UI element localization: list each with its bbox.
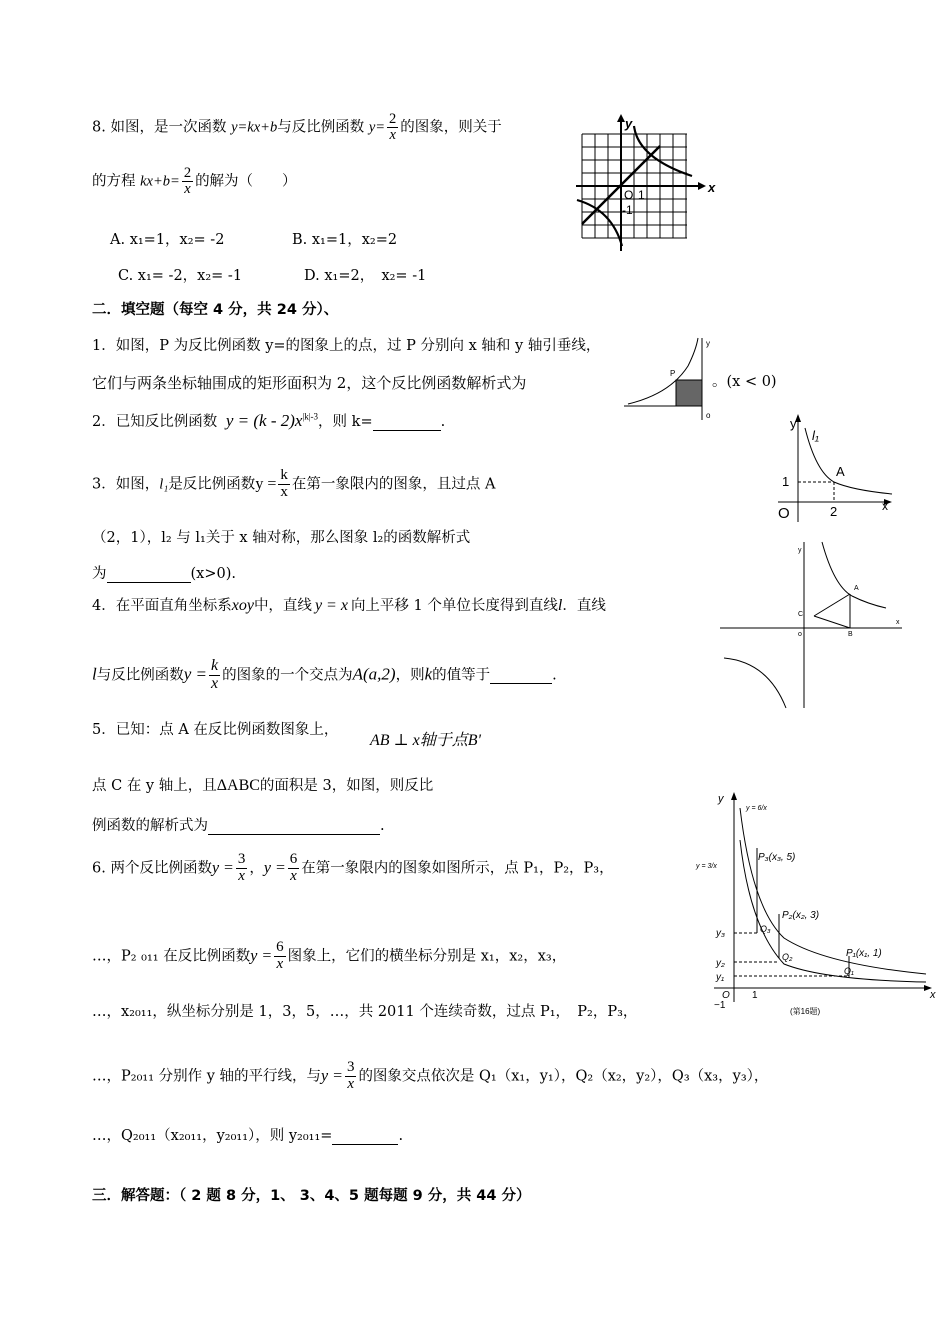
f6-fig-q1: Q₁ <box>844 966 854 976</box>
q8-linear-eq: y=kx+b <box>231 119 278 136</box>
f4-e: 与反比例函数 <box>96 667 184 684</box>
q8-figure <box>572 106 722 256</box>
f1-figure <box>622 336 714 426</box>
frac-num: 6 <box>276 939 284 955</box>
f5-end: . <box>380 818 385 834</box>
f3-line1 <box>92 468 495 501</box>
frac-num: 3 <box>237 851 246 867</box>
frac-num: 6 <box>289 851 298 867</box>
q8-equation: kx+b= <box>140 173 180 190</box>
q8-fraction-2 <box>182 166 193 197</box>
f6-fig-m1: −1 <box>714 1000 726 1011</box>
f2-answer-blank[interactable] <box>373 414 441 431</box>
frac-num: 2 <box>183 165 192 181</box>
f4-f: 的图象的一个交点为 <box>222 667 353 684</box>
f3-l1: l₁ <box>159 476 169 493</box>
f6-line5 <box>92 1124 403 1145</box>
f3-fraction <box>278 468 290 501</box>
f6-fig-y1: y₁ <box>716 972 725 983</box>
f6-c: …，P₂ ₀₁₁ 在反比例函数 <box>92 948 251 965</box>
f4-g: ，则 <box>395 667 425 684</box>
f5-b: 的面积是 3，如图，则反比 <box>259 778 434 794</box>
section2-title: 二．填空题（每空 4 分，共 24 分）、 <box>92 302 339 318</box>
f5-fig-x: x <box>896 619 900 626</box>
f6-fig-caption: (第16题) <box>790 1007 821 1016</box>
f6-fraction-1 <box>236 852 248 885</box>
f6-fig-y2: y₂ <box>716 958 725 969</box>
q8-fig-o: O <box>624 188 634 202</box>
q8-fig-x: x <box>708 180 716 195</box>
f6-end: . <box>398 1128 404 1144</box>
f6-fig-p1: P₁(x₁, 1) <box>846 948 882 959</box>
f6-fig-p2: P₂(x₂, 3) <box>782 910 820 921</box>
f3-fig-x: x <box>882 499 888 513</box>
f2-line <box>92 410 445 431</box>
f1-fig-y: y <box>706 339 710 348</box>
f6-fig-eq6: y = 6/x <box>746 805 767 812</box>
q8-option-c: C. x₁= -2，x₂= -1 <box>118 268 243 284</box>
q8-option-d: D. x₁=2， x₂= -1 <box>304 268 427 284</box>
f5-figure <box>718 538 904 712</box>
f3-answer-blank[interactable] <box>107 566 191 583</box>
f4-d: ．直线 <box>562 598 606 614</box>
f6-fig-q2: Q₂ <box>782 952 793 962</box>
frac-den: x <box>184 181 191 198</box>
f1-tail: 。(x < 0) <box>712 374 777 390</box>
f6-b: 在第一象限内的图象如图所示，点 P₁，P₂，P₃， <box>301 860 614 877</box>
f1-fig-o: o <box>706 411 711 420</box>
f3-fig-l1: l₁ <box>812 428 819 443</box>
f6-line3: …，x₂₀₁₁，纵坐标分别是 1，3，5，…，共 2011 个连续奇数，过点 P₁， P₂，P₃， <box>92 1004 638 1020</box>
f2-pre: 2．已知反比例函数 <box>92 414 218 430</box>
f4-b: 中，直线 <box>253 598 312 614</box>
f5-a: 点 C 在 y 轴上，且 <box>92 778 217 794</box>
f5-answer-blank[interactable] <box>208 818 380 835</box>
f3-figure <box>768 410 898 530</box>
f6-fig-q3: Q₃ <box>760 924 771 934</box>
f2-eq-text: y = (k - 2)x <box>225 411 303 430</box>
f4-y: y = <box>183 664 208 684</box>
f3-line3-pre: 为 <box>92 566 107 582</box>
f1-line2: 它们与两条坐标轴围成的矩形面积为 2，这个反比例函数解析式为 <box>92 374 527 392</box>
f5-tri: ΔABC <box>216 777 260 794</box>
f5-c: 例函数的解析式为 <box>92 818 208 834</box>
q8-option-b: B. x₁=1，x₂=2 <box>292 232 398 248</box>
f4-k: k <box>424 664 433 684</box>
frac-den: x <box>280 483 288 500</box>
f6-fraction-3 <box>274 940 286 973</box>
f4-eq: y = x <box>314 597 348 614</box>
f5-line3 <box>92 814 385 835</box>
q8-option-a: A. x₁=1，x₂= -2 <box>110 232 225 248</box>
f4-end: . <box>552 667 557 684</box>
f6-e: …，P₂₀₁₁ 分别作 y 轴的平行线，与 <box>92 1068 322 1085</box>
f5-fig-c: C <box>798 611 804 618</box>
f6-y4: y = <box>321 1067 343 1085</box>
frac-num: k <box>280 467 288 483</box>
f6-fig-1: 1 <box>752 990 758 1001</box>
f6-fig-y3: y₃ <box>716 928 725 939</box>
f6-y2: y = <box>263 859 286 877</box>
frac-den: x <box>238 867 245 884</box>
q8-line1 <box>92 112 502 143</box>
f3-fig-a: A <box>836 464 845 479</box>
f6-figure <box>694 788 942 1020</box>
f3-line3 <box>92 562 236 583</box>
f3-line2: （2，1），l₂ 与 l₁关于 x 轴对称，那么图象 l₂的函数解析式 <box>92 530 471 546</box>
f4-answer-blank[interactable] <box>490 667 552 684</box>
f4-h: 的值等于 <box>432 667 491 684</box>
f4-l2: l <box>92 664 97 684</box>
f2-exp: |k|-3 <box>302 411 319 422</box>
q8-y-eq: y= <box>368 119 386 136</box>
f6-fig-p3: P₃(x₃, 5) <box>758 852 796 863</box>
frac-num: 3 <box>346 1059 355 1075</box>
q8-fig-m1: -1 <box>622 203 633 217</box>
f3-fig-2: 2 <box>830 504 838 519</box>
f5-condition: AB ⊥ x轴于点B' <box>370 732 481 749</box>
q8-text-b: 与反比例函数 <box>277 119 369 136</box>
f4-c: 向上平移 1 个单位长度得到直线 <box>350 598 558 614</box>
f4-l: l <box>557 597 563 614</box>
f3-mid: 是反比例函数 <box>168 476 256 493</box>
q8-text-e: 的方程 <box>92 173 141 190</box>
f6-f: 的图象交点依次是 Q₁（x₁，y₁），Q₂（x₂，y₂），Q₃（x₃，y₃）， <box>358 1068 769 1085</box>
f5-fig-b: B <box>848 631 853 638</box>
f6-g: …，Q₂₀₁₁（x₂₀₁₁，y₂₀₁₁），则 y₂₀₁₁= <box>92 1128 333 1144</box>
f6-a: 6. 两个反比例函数 <box>92 860 212 877</box>
f6-d: 图象上，它们的横坐标分别是 x₁，x₂，x₃， <box>287 948 567 965</box>
f3-fig-o: O <box>778 505 790 522</box>
frac-den: x <box>347 1075 355 1092</box>
f2-post: ，则 k= <box>318 414 373 430</box>
q8-text-d: 的图象，则关于 <box>400 119 502 136</box>
frac-num: 2 <box>389 111 397 127</box>
f2-eq <box>226 411 318 430</box>
q8-fraction <box>387 112 398 143</box>
q8-fig-y: y <box>625 116 633 131</box>
f6-fraction-4 <box>345 1060 357 1093</box>
f6-line2 <box>92 940 566 973</box>
f3-pre: 3．如图， <box>92 476 160 493</box>
f5-fig-o: o <box>798 631 802 638</box>
q8-text-f: 的解为（ ） <box>195 173 297 190</box>
f3-line3-post: (x>0). <box>190 566 236 582</box>
f2-end: . <box>440 414 446 430</box>
f3-fig-1: 1 <box>782 474 790 489</box>
f5-fig-y: y <box>798 547 802 554</box>
frac-den: x <box>290 867 297 884</box>
f5-fig-a: A <box>854 585 859 592</box>
f1-line1: 1．如图，P 为反比例函数 y=的图象上的点，过 P 分别向 x 轴和 y 轴引垂线， <box>92 338 601 354</box>
frac-den: x <box>389 127 396 144</box>
frac-num: k <box>211 657 219 674</box>
f6-y3: y = <box>250 947 273 965</box>
f4-line1 <box>92 594 606 615</box>
f3-y-eq: y = <box>255 475 277 493</box>
f3-fig-y: y <box>790 416 797 431</box>
f4-fraction <box>209 658 220 693</box>
frac-den: x <box>276 955 284 972</box>
f6-line4 <box>92 1060 768 1093</box>
f4-xoy: xoy <box>231 597 254 614</box>
f6-fig-o: O <box>722 990 730 1001</box>
f6-sep: ， <box>249 860 264 877</box>
f6-fig-eq3: y = 3/x <box>696 863 717 870</box>
frac-den: x <box>211 674 219 692</box>
q8-text-a: 8. 如图，是一次函数 <box>92 119 232 136</box>
f6-fig-y: y <box>718 793 724 805</box>
f6-fig-x: x <box>930 989 936 1001</box>
f6-fraction-2 <box>288 852 300 885</box>
f6-line1 <box>92 852 614 885</box>
q8-fig-1: 1 <box>638 188 645 202</box>
f5-line2 <box>92 774 433 795</box>
f1-fig-p: P <box>670 369 676 378</box>
q8-line2 <box>92 166 297 197</box>
f4-a: 4．在平面直角坐标系 <box>92 598 232 614</box>
f6-answer-blank[interactable] <box>332 1128 398 1145</box>
f6-y1: y = <box>211 859 234 877</box>
section3-title: 三．解答题：（ 2 题 8 分，1、 3、4、5 题每题 9 分，共 44 分） <box>92 1188 531 1204</box>
f4-point: A(a,2) <box>352 664 396 684</box>
f3-post: 在第一象限内的图象，且过点 A <box>291 476 496 493</box>
f4-line2 <box>92 658 557 693</box>
f5-line1: 5．已知：点 A 在反比例函数图象上， <box>92 722 339 738</box>
